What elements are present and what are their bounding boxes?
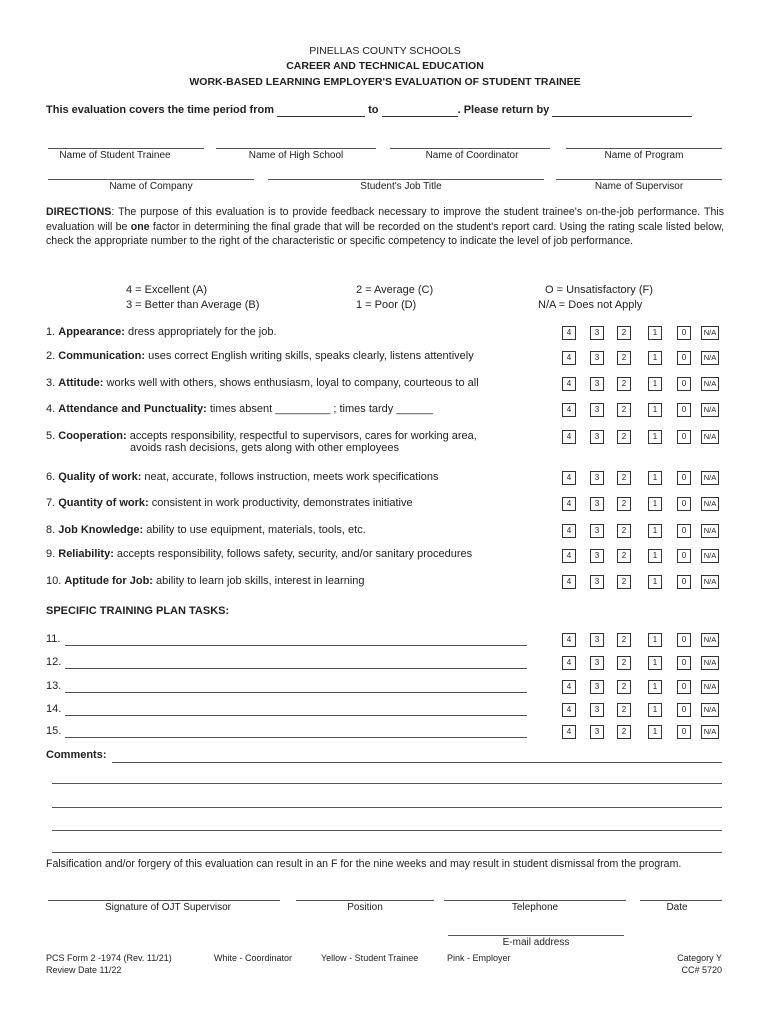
- rating-box[interactable]: 4: [562, 377, 576, 391]
- copy-yellow: Yellow - Student Trainee: [321, 953, 419, 963]
- form-title: WORK-BASED LEARNING EMPLOYER'S EVALUATION OF STUDENT TRAINEE: [189, 76, 581, 88]
- rating-box[interactable]: N/A: [701, 326, 719, 340]
- school-name: PINELLAS COUNTY SCHOOLS: [309, 45, 461, 57]
- position-caption: Position: [347, 902, 383, 913]
- rating-box[interactable]: 4: [562, 524, 576, 538]
- directions-emphasis: one: [130, 220, 150, 233]
- item-number: 6.: [46, 471, 56, 483]
- rating-box[interactable]: 1: [648, 575, 662, 589]
- rating-box[interactable]: N/A: [701, 633, 719, 647]
- program-field[interactable]: [566, 148, 722, 149]
- item-description: ability to learn job skills, interest in learning: [152, 575, 365, 587]
- item-description: neat, accurate, follows instruction, meets work specifications: [141, 471, 439, 483]
- item-label: Attendance and Punctuality:: [58, 403, 207, 415]
- rating-box[interactable]: N/A: [701, 725, 719, 739]
- rating-box[interactable]: 1: [648, 680, 662, 694]
- rating-box[interactable]: N/A: [701, 430, 719, 444]
- rating-box[interactable]: N/A: [701, 524, 719, 538]
- rating-box[interactable]: 2: [617, 633, 631, 647]
- telephone-field[interactable]: [444, 900, 626, 901]
- rating-box[interactable]: 2: [617, 377, 631, 391]
- rating-box[interactable]: 3: [590, 326, 604, 340]
- task-number: 14.: [46, 703, 62, 715]
- item-description: times absent _________ ; times tardy ______: [206, 403, 434, 415]
- rating-box[interactable]: 1: [648, 725, 662, 739]
- rating-box[interactable]: 2: [617, 703, 631, 717]
- item-number: 9.: [46, 548, 56, 560]
- rating-box[interactable]: N/A: [701, 703, 719, 717]
- rating-box[interactable]: 0: [677, 524, 691, 538]
- scale-3: 3 = Better than Average (B): [126, 299, 260, 311]
- task-number: 11.: [46, 633, 61, 645]
- item-description: uses correct English writing skills, speaks clearly, listens attentively: [145, 350, 474, 362]
- rating-box[interactable]: 4: [562, 497, 576, 511]
- directions-text-1: : The purpose of this evaluation is to provide feedback necessary to improve the student trainee's on-the-job performance. This evaluation will be: [46, 206, 724, 233]
- coordinator-field[interactable]: [390, 148, 550, 149]
- rating-box[interactable]: 4: [562, 725, 576, 739]
- rating-box[interactable]: 3: [590, 725, 604, 739]
- task-number: 15.: [46, 725, 62, 737]
- item-description: dress appropriately for the job.: [124, 326, 277, 338]
- rating-box[interactable]: 1: [648, 703, 662, 717]
- rating-box[interactable]: N/A: [701, 403, 719, 417]
- rating-box[interactable]: 0: [677, 680, 691, 694]
- rating-box[interactable]: 0: [677, 403, 691, 417]
- job-title-field[interactable]: [268, 179, 544, 180]
- item-label: Communication:: [58, 350, 146, 362]
- department-title: CAREER AND TECHNICAL EDUCATION: [286, 60, 484, 72]
- period-text-c: . Please return by: [457, 104, 550, 116]
- comments-line-2[interactable]: [52, 783, 722, 784]
- directions-label: DIRECTIONS: [46, 206, 112, 218]
- rating-box[interactable]: 1: [648, 497, 662, 511]
- comments-line-5[interactable]: [52, 852, 722, 853]
- task-14: [46, 703, 61, 715]
- item-label: Quantity of work:: [58, 497, 149, 509]
- rating-box[interactable]: N/A: [701, 680, 719, 694]
- period-start-field[interactable]: [277, 104, 365, 117]
- item-attitude: [46, 377, 479, 389]
- rating-box[interactable]: 2: [617, 524, 631, 538]
- directions-paragraph: [46, 205, 724, 249]
- item-description: works well with others, shows enthusiasm, loyal to company, courteous to all: [103, 377, 479, 389]
- item-label: Aptitude for Job:: [64, 575, 153, 587]
- rating-box[interactable]: 2: [617, 549, 631, 563]
- rating-box[interactable]: 4: [562, 430, 576, 444]
- rating-box[interactable]: 3: [590, 703, 604, 717]
- item-label: Cooperation:: [58, 430, 127, 442]
- task-15-field[interactable]: [65, 737, 527, 738]
- rating-box[interactable]: 4: [562, 703, 576, 717]
- rating-box[interactable]: 4: [562, 549, 576, 563]
- item-appearance: [46, 326, 277, 338]
- rating-box[interactable]: 3: [590, 656, 604, 670]
- rating-box[interactable]: N/A: [701, 549, 719, 563]
- item-quality: [46, 471, 439, 483]
- rating-box[interactable]: 4: [562, 656, 576, 670]
- rating-box[interactable]: 0: [677, 725, 691, 739]
- task-11-field[interactable]: [65, 645, 527, 646]
- period-text-b: to: [368, 104, 379, 116]
- rating-box[interactable]: 4: [562, 575, 576, 589]
- high-school-caption: Name of High School: [248, 150, 344, 161]
- task-13: [46, 680, 61, 692]
- item-number: 1.: [46, 326, 56, 338]
- directions-text-2: factor in determining the final grade that will be recorded on the student's report card. Using the rating scale listed below, check the appropriate number to the right of the characteristic or specific competency to indicate the level of job performance.: [46, 220, 725, 247]
- item-communication: [46, 350, 474, 362]
- position-field[interactable]: [296, 900, 434, 901]
- rating-box[interactable]: 4: [562, 351, 576, 365]
- company-field[interactable]: [48, 179, 254, 180]
- period-line: [46, 104, 692, 117]
- rating-box[interactable]: 3: [590, 471, 604, 485]
- copy-pink: Pink - Employer: [447, 953, 511, 963]
- rating-box[interactable]: 0: [677, 633, 691, 647]
- item-description: consistent in work productivity, demonstrates initiative: [148, 497, 413, 509]
- review-date: Review Date 11/22: [46, 965, 122, 975]
- rating-box[interactable]: 2: [617, 680, 631, 694]
- item-reliability: [46, 548, 472, 560]
- date-caption: Date: [666, 902, 688, 913]
- rating-box[interactable]: 4: [562, 326, 576, 340]
- rating-box[interactable]: N/A: [701, 351, 719, 365]
- item-label: Appearance:: [58, 326, 125, 338]
- comments-line-3[interactable]: [52, 807, 722, 808]
- rating-box[interactable]: 0: [677, 549, 691, 563]
- item-label: Reliability:: [58, 548, 114, 560]
- rating-box[interactable]: 3: [590, 633, 604, 647]
- rating-box[interactable]: 2: [617, 656, 631, 670]
- rating-box[interactable]: 0: [677, 471, 691, 485]
- rating-box[interactable]: 0: [677, 351, 691, 365]
- item-quantity: [46, 497, 413, 509]
- signature-caption: Signature of OJT Supervisor: [105, 902, 231, 913]
- item-cooperation: [46, 430, 477, 442]
- rating-box[interactable]: N/A: [701, 497, 719, 511]
- rating-box[interactable]: 1: [648, 471, 662, 485]
- rating-box[interactable]: N/A: [701, 377, 719, 391]
- task-15: [46, 725, 61, 737]
- category: Category Y: [677, 953, 722, 963]
- rating-box[interactable]: 0: [677, 326, 691, 340]
- rating-box[interactable]: 4: [562, 680, 576, 694]
- scale-2: 2 = Average (C): [356, 284, 434, 296]
- task-number: 13.: [46, 680, 62, 692]
- form-number: PCS Form 2 -1974 (Rev. 11/21): [46, 953, 172, 963]
- task-14-field[interactable]: [65, 715, 527, 716]
- program-caption: Name of Program: [604, 150, 684, 161]
- rating-box[interactable]: 0: [677, 703, 691, 717]
- copy-white: White - Coordinator: [214, 953, 293, 963]
- rating-box[interactable]: 2: [617, 575, 631, 589]
- rating-box[interactable]: 2: [617, 725, 631, 739]
- rating-box[interactable]: 1: [648, 524, 662, 538]
- item-number: 8.: [46, 524, 56, 536]
- email-field[interactable]: [448, 935, 624, 936]
- task-12-field[interactable]: [65, 668, 527, 669]
- signature-field[interactable]: [48, 900, 280, 901]
- rating-box[interactable]: 1: [648, 377, 662, 391]
- date-field[interactable]: [640, 900, 722, 901]
- rating-box[interactable]: 3: [590, 377, 604, 391]
- cc-number: CC# 5720: [681, 965, 722, 975]
- job-title-caption: Student's Job Title: [360, 181, 442, 192]
- telephone-caption: Telephone: [511, 902, 559, 913]
- rating-box[interactable]: 3: [590, 549, 604, 563]
- item-number: 2.: [46, 350, 56, 362]
- rating-box[interactable]: 3: [590, 680, 604, 694]
- scale-4: 4 = Excellent (A): [126, 284, 208, 296]
- coordinator-caption: Name of Coordinator: [425, 150, 519, 161]
- rating-box[interactable]: 1: [648, 549, 662, 563]
- training-title: SPECIFIC TRAINING PLAN TASKS:: [46, 605, 230, 617]
- rating-box[interactable]: 3: [590, 430, 604, 444]
- item-number: 5.: [46, 430, 56, 442]
- item-description: accepts responsibility, respectful to supervisors, cares for working area,: [126, 430, 477, 442]
- item-attendance: [46, 403, 433, 415]
- item-aptitude: [46, 575, 365, 587]
- scale-0: O = Unsatisfactory (F): [545, 284, 653, 296]
- rating-box[interactable]: 1: [648, 403, 662, 417]
- rating-box[interactable]: 0: [677, 377, 691, 391]
- supervisor-field[interactable]: [556, 179, 722, 180]
- item-number: 10.: [46, 575, 62, 587]
- rating-box[interactable]: 2: [617, 497, 631, 511]
- task-number: 12.: [46, 656, 62, 668]
- task-13-field[interactable]: [65, 692, 527, 693]
- rating-box[interactable]: 3: [590, 351, 604, 365]
- rating-box[interactable]: 3: [590, 575, 604, 589]
- rating-box[interactable]: 3: [590, 524, 604, 538]
- high-school-field[interactable]: [216, 148, 376, 149]
- rating-box[interactable]: 3: [590, 497, 604, 511]
- item-number: 7.: [46, 497, 56, 509]
- item-label: Attitude:: [58, 377, 104, 389]
- comments-line-4[interactable]: [52, 830, 722, 831]
- scale-na: N/A = Does not Apply: [538, 299, 643, 311]
- rating-box[interactable]: 0: [677, 430, 691, 444]
- item-description: ability to use equipment, materials, tools, etc.: [143, 524, 366, 536]
- rating-box[interactable]: 4: [562, 471, 576, 485]
- rating-box[interactable]: 1: [648, 656, 662, 670]
- email-caption: E-mail address: [502, 937, 570, 948]
- rating-box[interactable]: N/A: [701, 575, 719, 589]
- rating-box[interactable]: 1: [648, 326, 662, 340]
- scale-1: 1 = Poor (D): [356, 299, 417, 311]
- comments-label: Comments:: [46, 749, 107, 761]
- task-12: [46, 656, 61, 668]
- supervisor-caption: Name of Supervisor: [594, 181, 684, 192]
- rating-box[interactable]: 1: [648, 430, 662, 444]
- return-by-field[interactable]: [552, 104, 692, 117]
- rating-box[interactable]: 0: [677, 497, 691, 511]
- rating-box[interactable]: 2: [617, 430, 631, 444]
- task-11: [46, 633, 60, 645]
- rating-box[interactable]: 0: [677, 656, 691, 670]
- rating-box[interactable]: 2: [617, 351, 631, 365]
- rating-box[interactable]: 4: [562, 633, 576, 647]
- rating-box[interactable]: 2: [617, 326, 631, 340]
- rating-box[interactable]: 4: [562, 403, 576, 417]
- comments-line-1[interactable]: [112, 762, 722, 763]
- rating-box[interactable]: N/A: [701, 471, 719, 485]
- rating-box[interactable]: 1: [648, 633, 662, 647]
- item-label: Quality of work:: [58, 471, 142, 483]
- item-number: 4.: [46, 403, 56, 415]
- falsification-notice: Falsification and/or forgery of this evaluation can result in an F for the nine weeks and may result in student dismissal from the program.: [46, 858, 682, 870]
- student-name-caption: Name of Student Trainee: [59, 150, 171, 161]
- item-description: accepts responsibility, follows safety, security, and/or sanitary procedures: [113, 548, 473, 560]
- item-job-knowledge: [46, 524, 366, 536]
- company-caption: Name of Company: [109, 181, 193, 192]
- item-number: 3.: [46, 377, 56, 389]
- rating-box[interactable]: 0: [677, 575, 691, 589]
- rating-box[interactable]: 3: [590, 403, 604, 417]
- item-label: Job Knowledge:: [58, 524, 144, 536]
- student-name-field[interactable]: [48, 148, 204, 149]
- rating-box[interactable]: 2: [617, 471, 631, 485]
- rating-box[interactable]: 1: [648, 351, 662, 365]
- item-cooperation-continued: avoids rash decisions, gets along with other employees: [130, 442, 400, 454]
- period-text-a: This evaluation covers the time period from: [46, 104, 274, 116]
- rating-box[interactable]: N/A: [701, 656, 719, 670]
- period-end-field[interactable]: [382, 104, 458, 117]
- rating-box[interactable]: 2: [617, 403, 631, 417]
